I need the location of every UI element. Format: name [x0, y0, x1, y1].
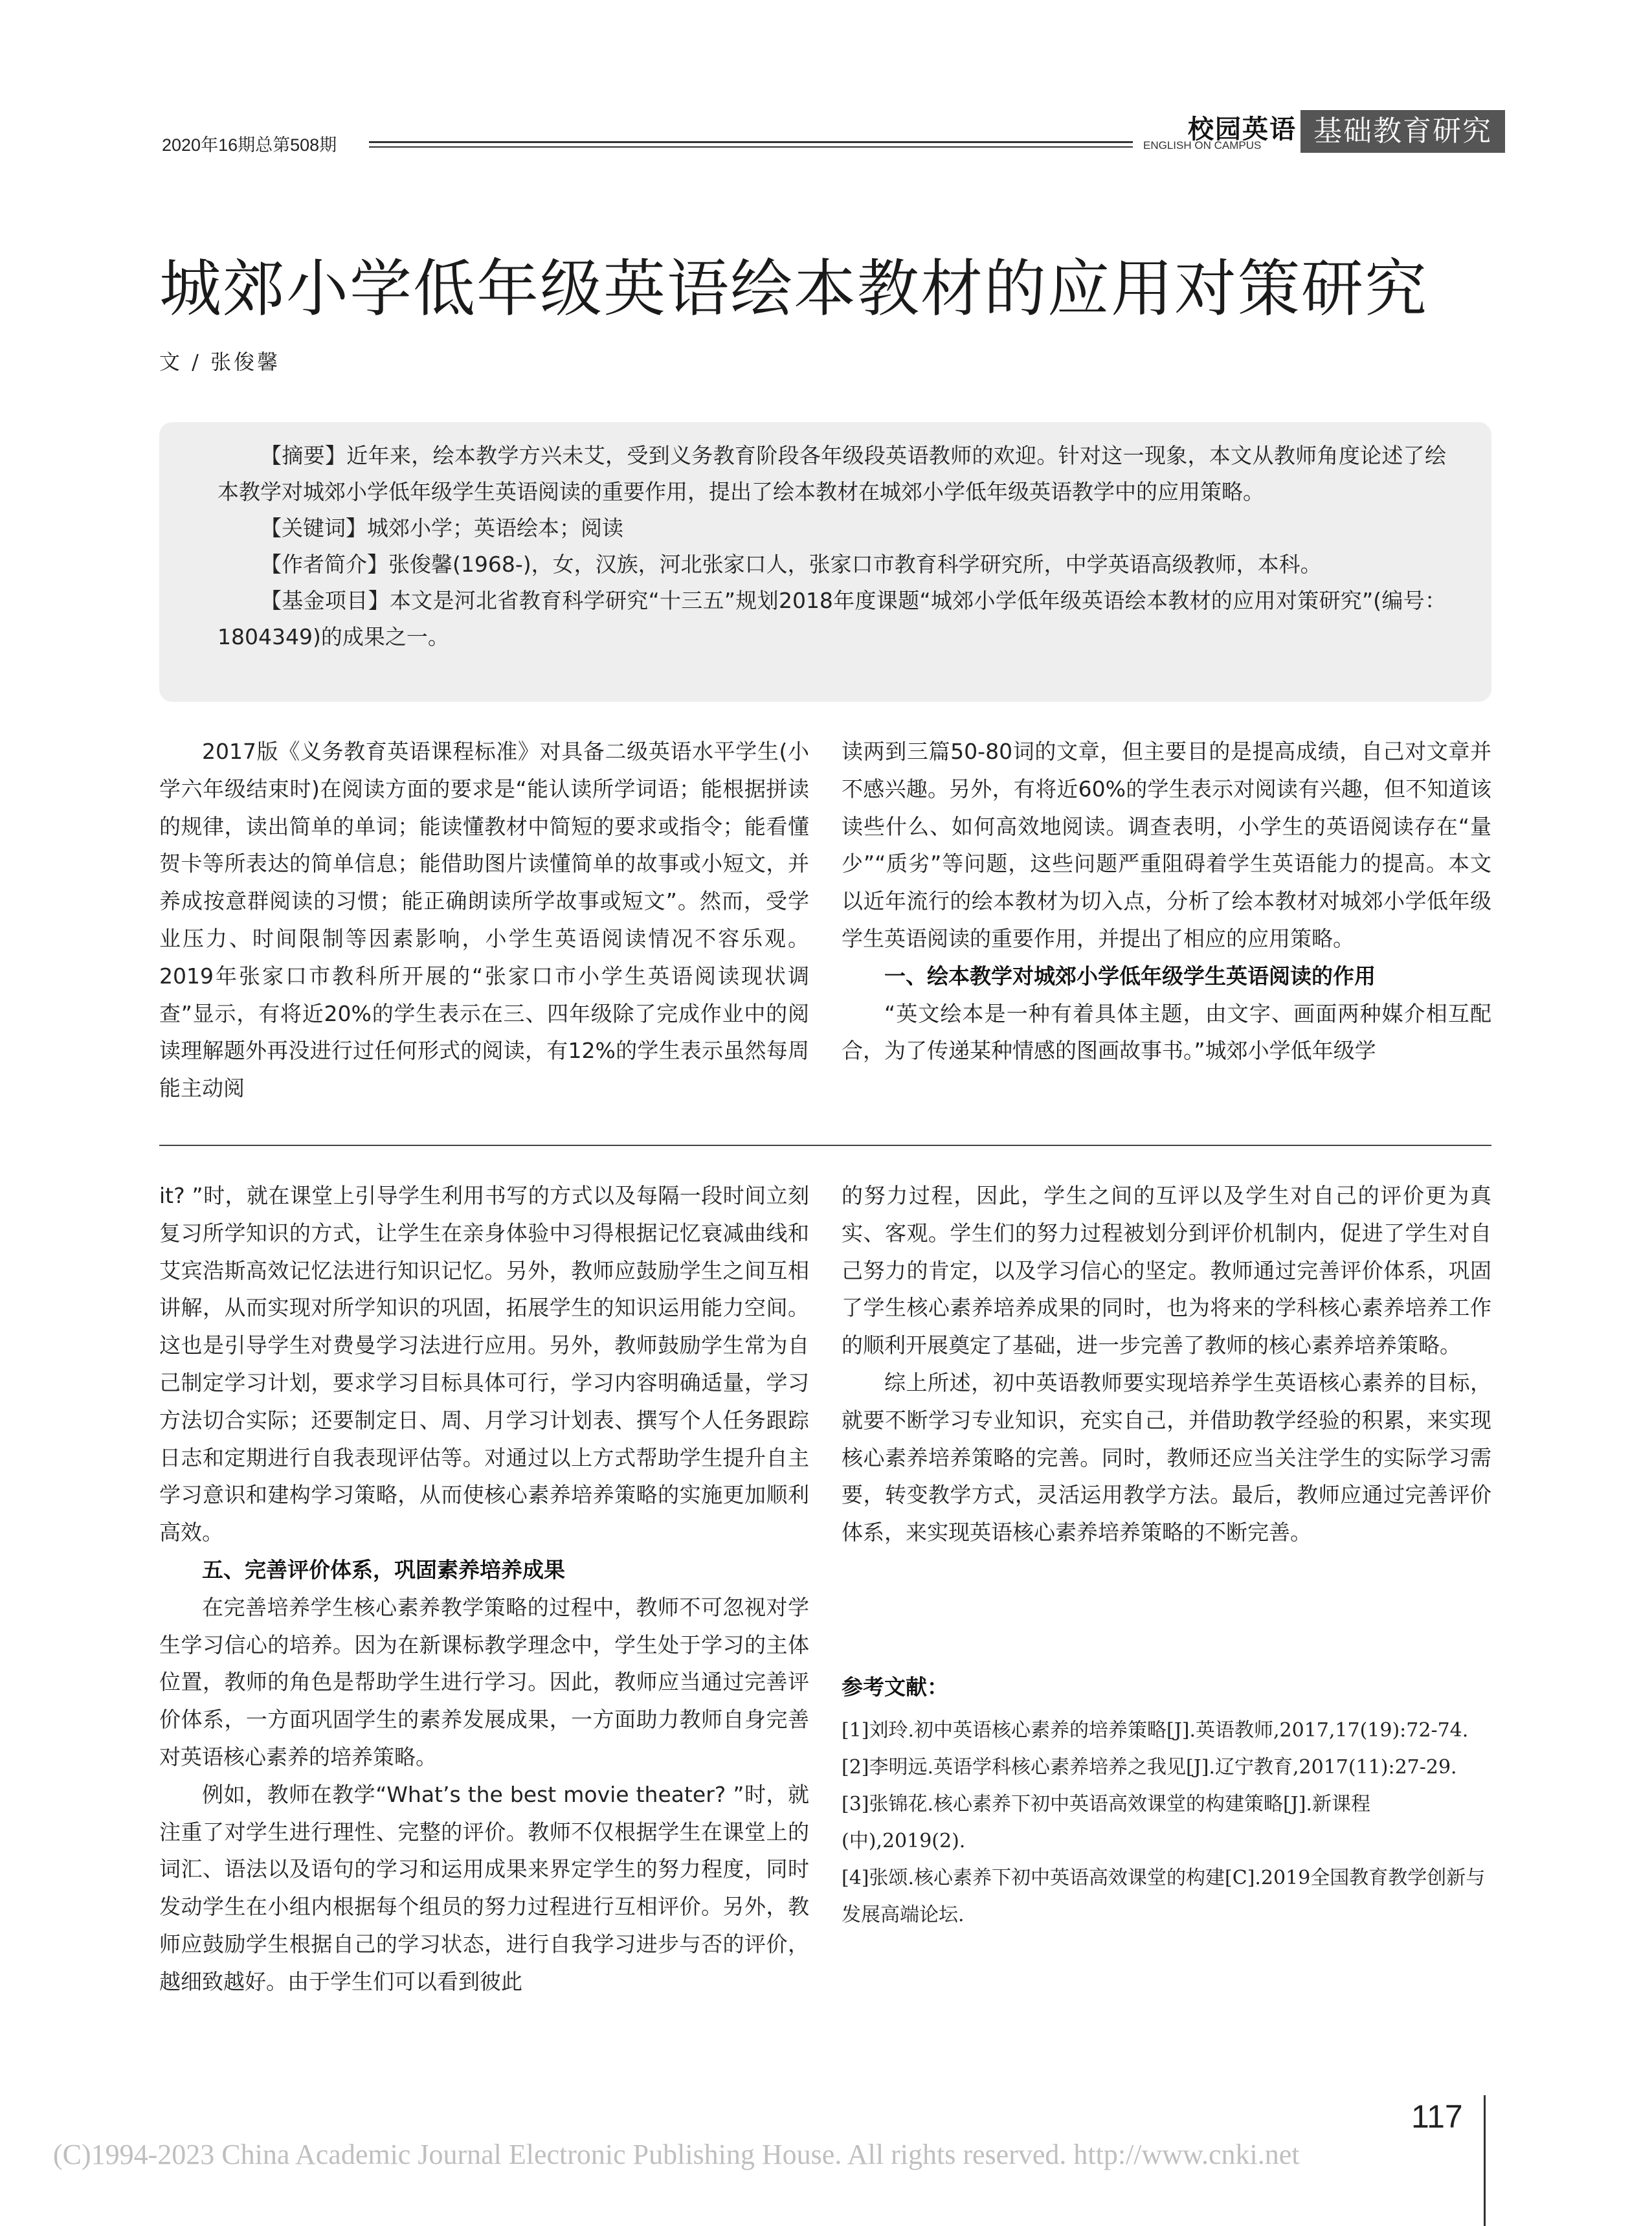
references-title: 参考文献：	[842, 1674, 948, 1700]
byline: 文 / 张俊馨	[159, 350, 281, 374]
abstract-fund: 【基金项目】本文是河北省教育科学研究“十三五”规划2018年度课题“城郊小学低年级英语绘本教材的应用对策研究”(编号：1804349)的成果之一。	[218, 588, 1446, 649]
abstract-summary: 【摘要】近年来，绘本教学方兴未艾，受到义务教育阶段各年级段英语教师的欢迎。针对这一现象，本文从教师角度论述了绘本教学对城郊小学低年级学生英语阅读的重要作用，提出了绘本教材在城郊小学低年级英语教学中的应用策略。	[218, 443, 1446, 504]
paragraph: “英文绘本是一种有着具体主题，由文字、画面两种媒介相互配合，为了传递某种情感的图画故事书。”城郊小学低年级学	[842, 1000, 1491, 1064]
paragraph: 在完善培养学生核心素养教学策略的过程中，教师不可忽视对学生学习信心的培养。因为在新课标教学理念中，学生处于学习的主体位置，教师的角色是帮助学生进行学习。因此，教师应当通过完善评价体系，一方面巩固学生的素养发展成果，一方面助力教师自身完善对英语核心素养的培养策略。	[159, 1594, 809, 1770]
paragraph: 例如，教师在教学“What’s the best movie theater? ”时，就注重了对学生进行理性、完整的评价。教师不仅根据学生在课堂上的词汇、语法以及语句的学习和运用成果来界定学生的努力程度，同时发动学生在小组内根据每个组员的努力过程进行互相评价。另外，教师应鼓励学生根据自己的学习状态，进行自我学习进步与否的评价，越细致越好。由于学生们可以看到彼此	[159, 1781, 809, 1994]
section-tag: 基础教育研究	[1300, 110, 1505, 153]
abstract-author: 【作者简介】张俊馨(1968-)，女，汉族，河北张家口人，张家口市教育科学研究所，中学英语高级教师，本科。	[260, 552, 1322, 577]
footer-rule	[1484, 2095, 1486, 2226]
body-top-left-column	[159, 733, 809, 1107]
body-bottom-left-column	[159, 1177, 809, 2001]
paragraph: it? ”时，就在课堂上引导学生利用书写的方式以及每隔一段时间立刻复习所学知识的方式，让学生在亲身体验中习得根据记忆衰减曲线和艾宾浩斯高效记忆法进行知识记忆。另外，教师应鼓励学生之间互相讲解，从而实现对所学知识的巩固，拓展学生的知识运用能力空间。这也是引导学生对费曼学习法进行应用。另外，教师鼓励学生常为自己制定学习计划，要求学习目标具体可行，学习内容明确适量，学习方法切合实际；还要制定日、周、月学习计划表、撰写个人任务跟踪日志和定期进行自我表现评估等。对通过以上方式帮助学生提升自主学习意识和建构学习策略，从而使核心素养培养策略的实施更加顺利高效。	[159, 1183, 809, 1546]
reference-item: [1]刘玲.初中英语核心素养的培养策略[J].英语教师,2017,17(19):72-74.	[842, 1719, 1469, 1742]
abstract-box	[159, 422, 1491, 702]
paragraph: 2017版《义务教育英语课程标准》对具备二级英语水平学生(小学六年级结束时)在阅读方面的要求是“能认读所学词语；能根据拼读的规律，读出简单的单词；能读懂教材中简短的要求或指令；能看懂贺卡等所表达的简单信息；能借助图片读懂简单的故事或小短文，并养成按意群阅读的习惯；能正确朗读所学故事或短文”。然而，受学业压力、时间限制等因素影响，小学生英语阅读情况不容乐观。2019年张家口市教科所开展的“张家口市小学生英语阅读现状调查”显示，有将近20%的学生表示在三、四年级除了完成作业中的阅读理解题外再没进行过任何形式的阅读，有12%的学生表示虽然每周能主动阅	[159, 739, 809, 1101]
references-list	[842, 1712, 1491, 1933]
abstract-keywords: 【关键词】城郊小学；英语绘本；阅读	[260, 515, 623, 541]
body-bottom-right-column	[842, 1177, 1491, 1551]
body-top-right-column	[842, 733, 1491, 1070]
paragraph: 的努力过程，因此，学生之间的互评以及学生对自己的评价更为真实、客观。学生们的努力过程被划分到评价机制内，促进了学生对自己努力的肯定，以及学习信心的坚定。教师通过完善评价体系，巩固了学生核心素养培养成果的同时，也为将来的学科核心素养培养工作的顺利开展奠定了基础，进一步完善了教师的核心素养培养策略。	[842, 1183, 1491, 1358]
issue-label: 2020年16期总第508期	[162, 135, 337, 155]
reference-item: [2]李明远.英语学科核心素养培养之我见[J].辽宁教育,2017(11):27-29.	[842, 1756, 1457, 1779]
journal-logo-english: ENGLISH ON CAMPUS	[1143, 139, 1262, 152]
divider	[159, 1145, 1491, 1146]
paragraph: 读两到三篇50-80词的文章，但主要目的是提高成绩，自己对文章并不感兴趣。另外，有将近60%的学生表示对阅读有兴趣，但不知道该读些什么、如何高效地阅读。调查表明，小学生的英语阅读存在“量少”“质劣”等问题，这些问题严重阻碍着学生英语能力的提高。本文以近年流行的绘本教材为切入点，分析了绘本教材对城郊小学低年级学生英语阅读的重要作用，并提出了相应的应用策略。	[842, 739, 1491, 951]
section-heading: 五、完善评价体系，巩固素养培养成果	[202, 1557, 565, 1582]
page-number: 117	[1411, 2098, 1463, 2135]
paragraph: 综上所述，初中英语教师要实现培养学生英语核心素养的目标，就要不断学习专业知识，充实自己，并借助教学经验的积累，来实现核心素养培养策略的完善。同时，教师还应当关注学生的实际学习需要，转变教学方式，灵活运用教学方法。最后，教师应通过完善评价体系，来实现英语核心素养培养策略的不断完善。	[842, 1369, 1491, 1546]
reference-item: [4]张颂.核心素养下初中英语高效课堂的构建[C].2019全国教育教学创新与发展高端论坛.	[842, 1867, 1486, 1926]
article-title: 城郊小学低年级英语绘本教材的应用对策研究	[159, 253, 1428, 325]
journal-logo: 校园英语	[1188, 115, 1297, 144]
reference-item: [3]张锦花.核心素养下初中英语高效课堂的构建策略[J].新课程(中),2019(2).	[842, 1793, 1371, 1852]
section-heading: 一、绘本教学对城郊小学低年级学生英语阅读的作用	[884, 963, 1376, 989]
header-rule	[369, 141, 1133, 148]
copyright-watermark: (C)1994-2023 China Academic Journal Electronic Publishing House. All rights reserved. http://www.cnki.net	[53, 2139, 1300, 2170]
